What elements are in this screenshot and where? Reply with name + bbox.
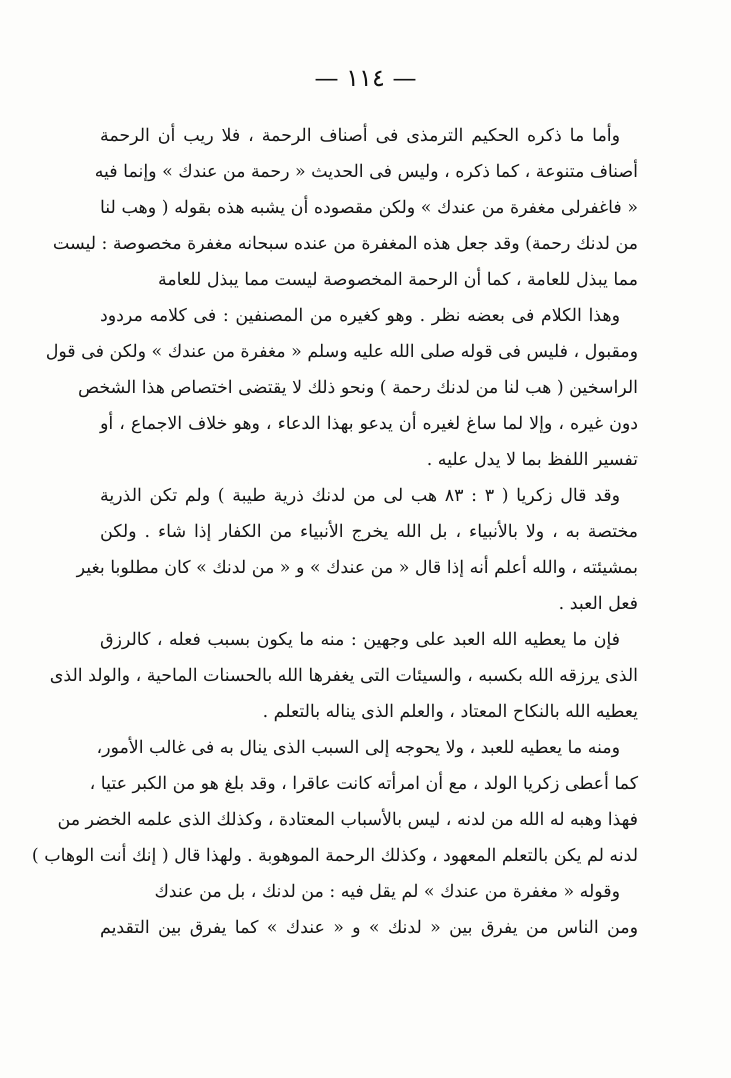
text-line: كما أعطى زكريا الولد ، مع أن امرأته كانت عاقرا ، وقد بلغ هو من الكبر عتيا ،	[89, 774, 638, 794]
text-line: فإن ما يعطيه الله العبد على وجهين : منه ما يكون بسبب فعله ، كالرزق	[100, 630, 620, 650]
text-line: الذى يرزقه الله بكسبه ، والسيئات التى يغفرها الله بالحسنات الماحية ، والولد الذى	[49, 666, 638, 686]
text-line: الراسخين ( هب لنا من لدنك رحمة ) ونحو ذلك لا يقتضى اختصاص هذا الشخص	[78, 378, 638, 398]
text-line: دون غيره ، وإلا لما ساغ لغيره أن يدعو بهذا الدعاء ، وهو خلاف الاجماع ، أو	[100, 414, 638, 434]
text-line: أصناف متنوعة ، كما ذكره ، وليس فى الحديث « رحمة من عندك » وإنما فيه	[94, 162, 638, 182]
text-line: يعطيه الله بالنكاح المعتاد ، والعلم الذى يناله بالتعلم .	[262, 702, 638, 722]
text-line: وقوله « مغفرة من عندك » لم يقل فيه : من لدنك ، بل من عندك	[154, 882, 620, 902]
text-line: فهذا وهبه له الله من لدنه ، ليس بالأسباب المعتادة ، وكذلك الذى علمه الخضر من	[57, 810, 638, 830]
text-line: مختصة به ، ولا بالأنبياء ، بل الله يخرج الأنبياء من الكفار إذا شاء . ولكن	[100, 522, 638, 542]
text-line: ومن الناس من يفرق بين « لدنك » و « عندك » كما يفرق بين التقديم	[100, 918, 638, 938]
text-line: من لدنك رحمة) وقد جعل هذه المغفرة من عنده سبحانه مغفرة مخصوصة : ليست	[52, 234, 638, 254]
text-line: ومنه ما يعطيه للعبد ، ولا يحوجه إلى السبب الذى ينال به فى غالب الأمور،	[96, 738, 620, 758]
text-line: وقد قال زكريا ( ٣ : ٨٣ هب لى من لدنك ذرية طيبة ) ولم تكن الذرية	[100, 486, 621, 506]
text-line: مما يبذل للعامة ، كما أن الرحمة المخصوصة ليست مما يبذل للعامة	[157, 270, 638, 290]
text-line: فعل العبد .	[558, 594, 638, 614]
page-number: — ١١٤ —	[314, 64, 417, 92]
text-line: تفسير اللفظ بما لا يدل عليه .	[426, 450, 638, 470]
text-line: ومقبول ، فليس فى قوله صلى الله عليه وسلم « مغفرة من عندك » ولكن فى قول	[45, 342, 638, 362]
text-line: وهذا الكلام فى بعضه نظر . وهو كغيره من المصنفين : فى كلامه مردود	[100, 306, 620, 326]
page-text	[31, 118, 638, 946]
text-line: بمشيئته ، والله أعلم أنه إذا قال « من عندك » و « من لدنك » كان مطلوبا بغير	[76, 558, 638, 578]
text-line: « فاغفرلى مغفرة من عندك » ولكن مقصوده أن يشبه هذه بقوله ( وهب لنا	[100, 198, 638, 218]
text-line: وأما ما ذكره الحكيم الترمذى فى أصناف الرحمة ، فلا ريب أن الرحمة	[100, 126, 620, 146]
text-line: لدنه لم يكن بالتعلم المعهود ، وكذلك الرحمة الموهوبة . ولهذا قال ( إنك أنت الوهاب )	[31, 846, 638, 866]
